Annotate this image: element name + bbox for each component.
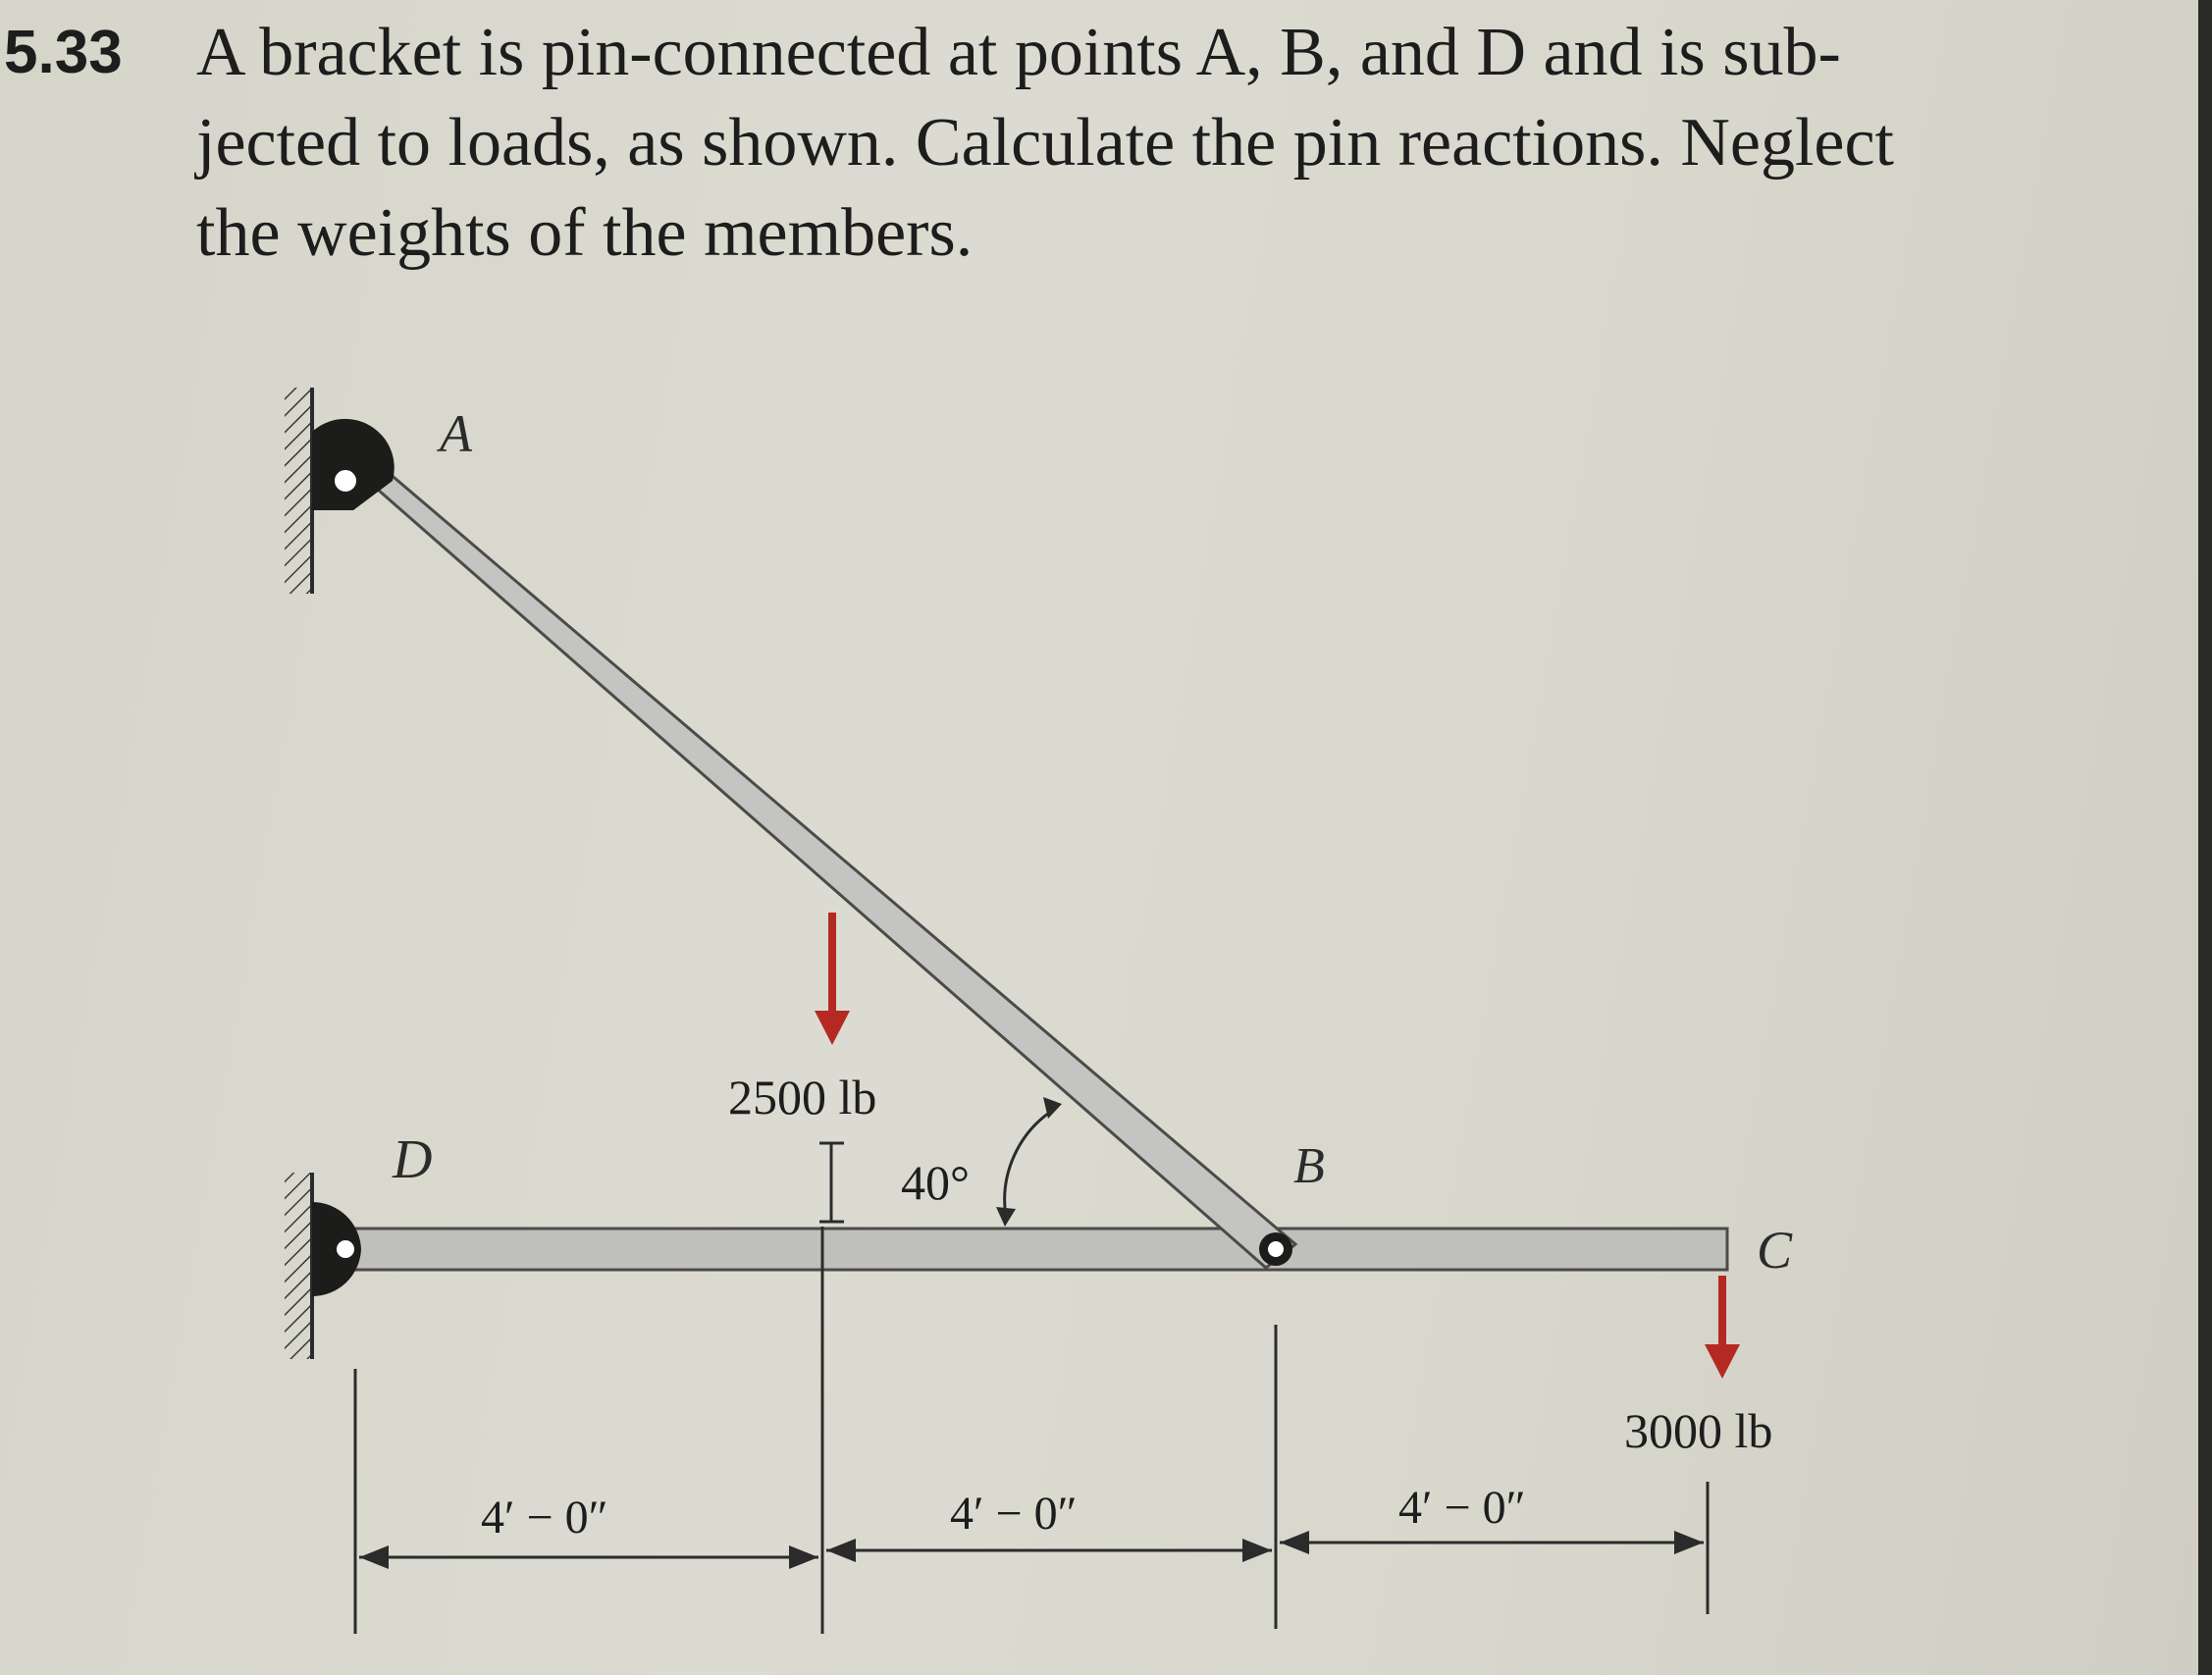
load-arrow-3000 — [1705, 1276, 1740, 1379]
problem-line-3: the weights of the members. — [196, 195, 974, 271]
label-d: D — [393, 1129, 433, 1190]
load-arrow-2500 — [815, 913, 850, 1045]
angle-label: 40° — [901, 1155, 970, 1210]
wall-support-a — [285, 388, 312, 594]
load-label-end: 3000 lb — [1624, 1403, 1773, 1458]
screen-edge — [2198, 0, 2212, 1675]
label-b: B — [1293, 1138, 1325, 1194]
pin-b — [1259, 1232, 1292, 1266]
horizontal-member-dc — [334, 1229, 1727, 1270]
angle-arc — [996, 1097, 1062, 1227]
problem-line-1: A bracket is pin-connected at points A, B, and D and is sub- — [196, 15, 1841, 90]
problem-line-2: jected to loads, as shown. Calculate the pin reactions. Neglect — [196, 105, 1895, 181]
wall-support-d — [285, 1173, 312, 1359]
diagonal-member-ab — [345, 461, 1295, 1268]
dimension-label-3: 4′ − 0″ — [1398, 1482, 1526, 1534]
label-a: A — [440, 404, 472, 463]
load-position-marker — [819, 1143, 844, 1222]
problem-number: 5.33 — [4, 19, 123, 86]
pin-d — [312, 1202, 361, 1296]
pin-a — [312, 419, 395, 510]
load-label-middle: 2500 lb — [728, 1070, 877, 1125]
label-c: C — [1757, 1221, 1793, 1280]
dimension-extension-lines — [355, 1227, 1708, 1634]
dimension-label-1: 4′ − 0″ — [481, 1492, 608, 1544]
dimension-label-2: 4′ − 0″ — [950, 1488, 1078, 1540]
